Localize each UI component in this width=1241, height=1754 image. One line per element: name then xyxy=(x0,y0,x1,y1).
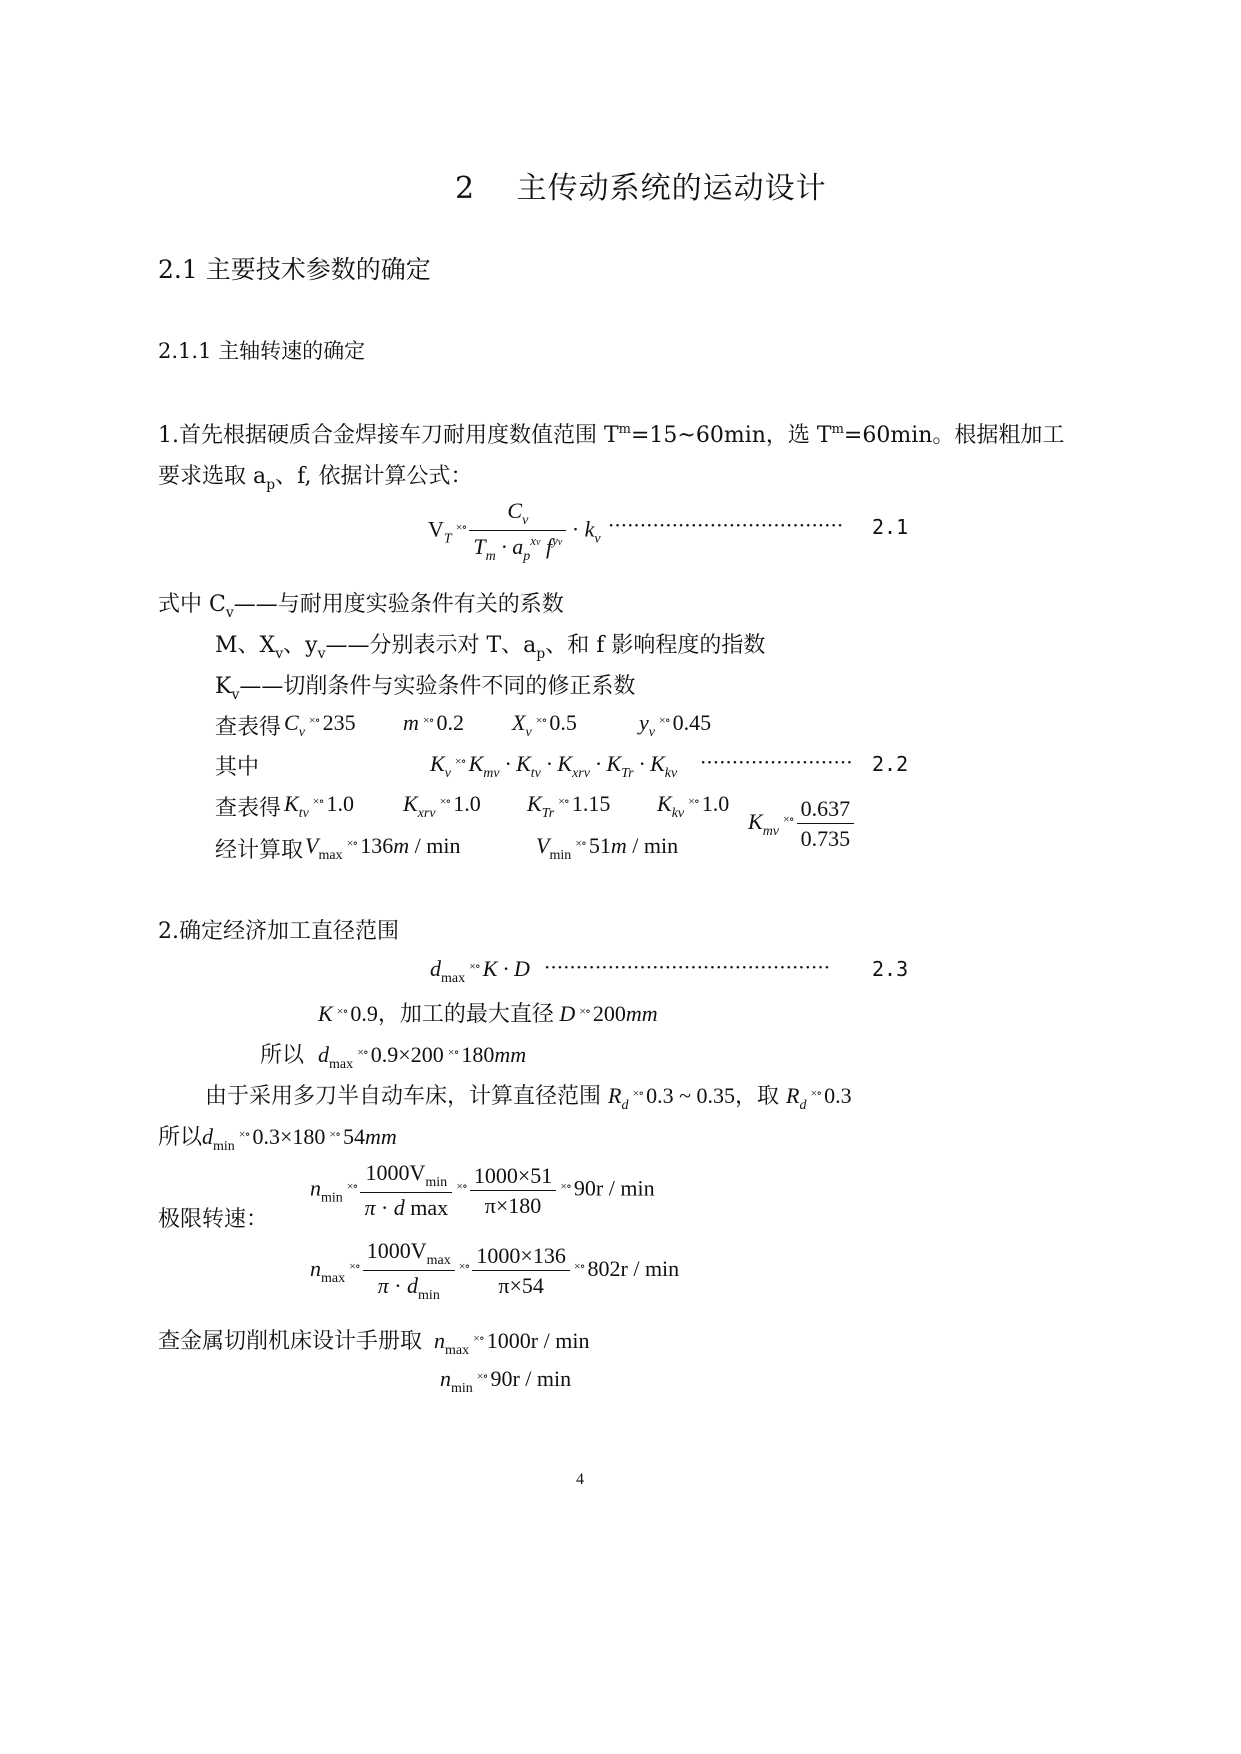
definition-kv: $K_v——$切削条件与实验条件不同的修正系数 xyxy=(215,674,636,703)
equation-number-2-3: 2.3 xyxy=(872,957,909,981)
lookup-ktr: $K_{Tr}^{\times\circ}$ 1.15 xyxy=(527,791,611,821)
handbook-line: 查金属切削机床设计手册取 $n_{max}^{\times\circ}$ 1000r / min xyxy=(158,1328,590,1358)
lookup-1-prefix: 查表得 xyxy=(215,715,282,740)
limit-speed-label: 极限转速： xyxy=(158,1207,269,1232)
k-value-line: K ×∘ 0.9，加工的最大直径 D ×∘ 200mm xyxy=(318,1001,658,1026)
page-number: 4 xyxy=(576,1471,584,1488)
subsection-title: 2.1.1 主轴转速的确定 xyxy=(158,339,366,363)
paragraph-2-heading: 2.确定经济加工直径范围 xyxy=(158,919,399,944)
equation-2-1: $V_T^{\times\circ}$ $\frac{C_v}{T_m \cdot a_p^{xv} f^{yv}}$ · $k_v$ xyxy=(428,498,601,564)
lookup-kxrv: $K_{xrv}^{\times\circ}$ 1.0 xyxy=(403,791,481,821)
lookup-xv: $X_v^{\times\circ}$ 0.5 xyxy=(512,710,577,740)
lookup-yv: $y_v^{\times\circ}$ 0.45 xyxy=(639,710,712,740)
equation-number-2-1: 2.1 xyxy=(872,515,909,539)
paragraph-1-line-1: 1.首先根据硬质合金焊接车刀耐用度数值范围 $T^m=15\sim 60\min$，选 $T^m=60\min$。根据粗加工 xyxy=(158,422,1065,448)
lookup-cv: $C_v^{\times\circ}$ 235 xyxy=(284,710,356,740)
lookup-kmv: $K_{mv}^{\times\circ}$ $\frac{0.637}{0.735}$ xyxy=(748,796,854,852)
lookup-2-prefix: 查表得 xyxy=(215,796,282,821)
chapter-title: 2 主传动系统的运动设计 xyxy=(455,171,827,206)
calc-vmin: $V_{min}^{\times\circ}$ 51m / min xyxy=(536,833,679,863)
dmax-line: 所以 $d_{max}^{\times\circ}$ 0.9×200 ×∘ 180mm xyxy=(260,1042,527,1072)
definition-exponents: M、$X_v$、$y_v——$分别表示对 T、$a_p$、和 f 影响程度的指数 xyxy=(215,633,766,662)
paragraph-1-line-2: 要求选取 $a_p$、f, 依据计算公式： xyxy=(158,464,473,493)
nmin-equation: $n_{min}^{\times\circ}$ $\frac{1000V_{min}}{\text{π · d max}}$ ×∘ $\frac{1000\times 51}{\pi\times 180}$ ×∘ 90r / min xyxy=(310,1160,655,1220)
calc-vmax: $V_{max}^{\times\circ}$ 136m / min xyxy=(305,833,461,863)
section-title: 2.1 主要技术参数的确定 xyxy=(158,255,431,284)
equation-2-2: $K_v^{\times\circ}$ $K_{mv} \cdot K_{tv} \cdot K_{xrv} \cdot K_{Tr} \cdot K_{kv}$ xyxy=(430,751,678,781)
leader-dots: ····································· xyxy=(608,513,844,537)
equation-number-2-2: 2.2 xyxy=(872,752,909,776)
equation-2-2-prefix: 其中 xyxy=(215,755,260,780)
rd-line: 由于采用多刀半自动车床，计算直径范围 $R_d^{\times\circ}$ 0.3 ~ 0.35，取 $R_d^{\times\circ}$ 0.3 xyxy=(205,1083,852,1113)
definition-cv: 式中 $C_v——$与耐用度实验条件有关的系数 xyxy=(158,592,564,621)
leader-dots: ············································· xyxy=(544,955,831,979)
lookup-m: m ×∘ 0.2 xyxy=(403,710,465,735)
lookup-kkv: $K_{kv}^{\times\circ}$ 1.0 xyxy=(657,791,730,821)
calc-1-prefix: 经计算取 xyxy=(215,838,304,863)
nmax-equation: $n_{max}^{\times\circ}$ $\frac{1000V_{max}}{\pi \cdot d_{min}}$ ×∘ $\frac{1000\times 136}{\pi\times 54}$ ×∘ 802r / min xyxy=(310,1238,680,1303)
equation-2-3: $d_{max}^{\times\circ}$ K · D xyxy=(430,956,530,986)
lookup-ktv: $K_{tv}^{\times\circ}$ 1.0 xyxy=(284,791,354,821)
leader-dots: ························ xyxy=(700,750,853,774)
handbook-nmin: $n_{min}^{\times\circ}$ 90r / min xyxy=(440,1366,572,1396)
dmin-line: 所以$d_{min}^{\times\circ}$ 0.3×180 ×∘ 54mm xyxy=(158,1124,397,1154)
